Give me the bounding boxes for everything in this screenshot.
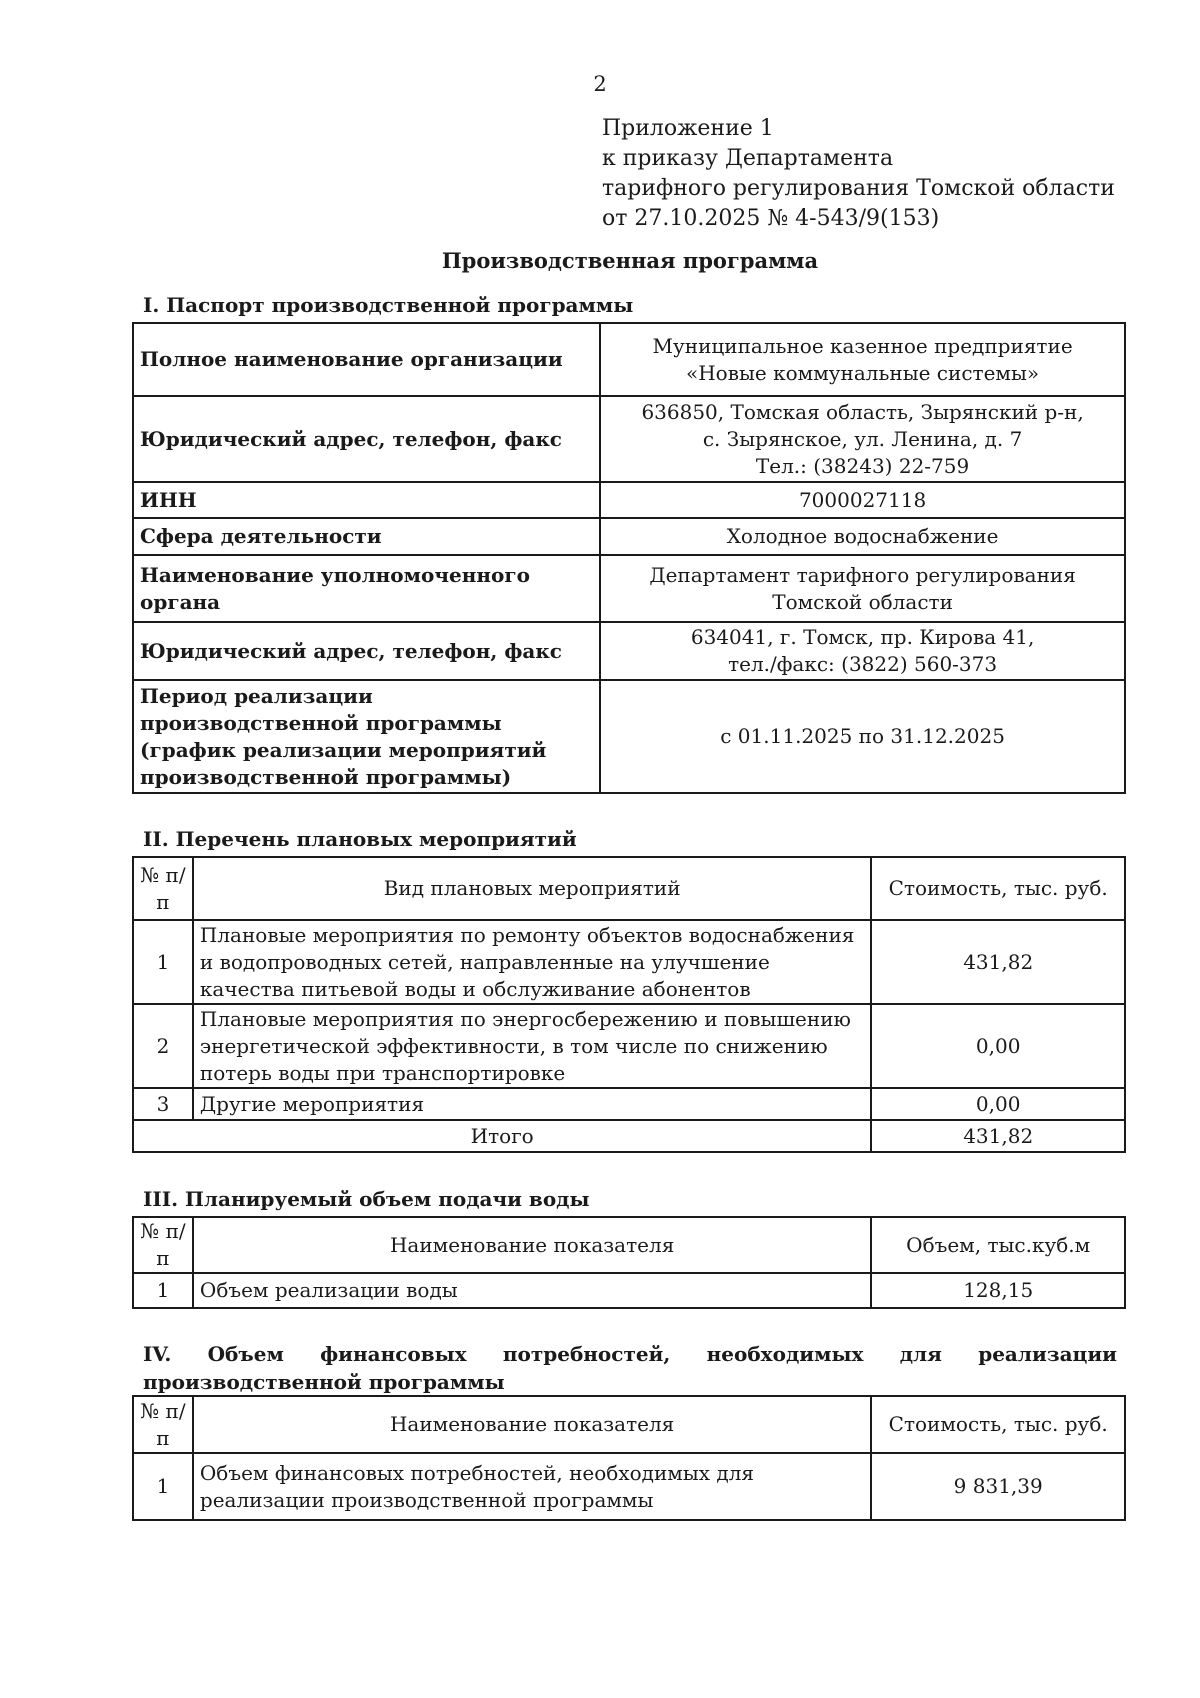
table-row xyxy=(133,920,1125,1004)
table-row xyxy=(133,1453,1125,1520)
passport-value: 7000027118 xyxy=(600,482,1125,518)
passport-row xyxy=(133,482,1125,518)
passport-label: Полное наименование организации xyxy=(133,323,600,396)
section-1-title: I. Паспорт производственной программы xyxy=(143,293,634,317)
row-cost: 0,00 xyxy=(871,1088,1125,1120)
table-row xyxy=(133,1088,1125,1120)
row-name: Плановые мероприятия по ремонту объектов водоснабжения и водопроводных сетей, направленные на улучшение качества питьевой воды и обслуживание абонентов xyxy=(193,920,871,1004)
passport-row xyxy=(133,555,1125,622)
appendix-block xyxy=(602,114,1115,234)
passport-value: Муниципальное казенное предприятие «Новые коммунальные системы» xyxy=(600,323,1125,396)
passport-row xyxy=(133,622,1125,680)
passport-row xyxy=(133,680,1125,793)
total-value: 431,82 xyxy=(871,1120,1125,1152)
passport-label: Период реализации производственной программы (график реализации мероприятий производственной программы) xyxy=(133,680,600,793)
table-header-row xyxy=(133,1396,1125,1453)
passport-label: ИНН xyxy=(133,482,600,518)
row-name: Объем финансовых потребностей, необходимых для реализации производственной программы xyxy=(193,1453,871,1520)
financial-needs-table xyxy=(132,1395,1126,1521)
row-num: 1 xyxy=(133,1273,193,1308)
passport-row xyxy=(133,396,1125,482)
section-3-title: III. Планируемый объем подачи воды xyxy=(143,1187,590,1211)
passport-row xyxy=(133,323,1125,396)
appendix-line-1: Приложение 1 xyxy=(602,116,774,141)
passport-table xyxy=(132,322,1126,794)
passport-value: 636850, Томская область, Зырянский р-н, с. Зырянское, ул. Ленина, д. 7 Тел.: (38243) 22-759 xyxy=(600,396,1125,482)
row-num: 2 xyxy=(133,1004,193,1088)
header-name: Наименование показателя xyxy=(193,1396,871,1453)
header-cost: Стоимость, тыс. руб. xyxy=(871,1396,1125,1453)
document-title: Производственная программа xyxy=(441,248,819,273)
total-label: Итого xyxy=(133,1120,871,1152)
row-num: 3 xyxy=(133,1088,193,1120)
table-row xyxy=(133,1273,1125,1308)
total-row xyxy=(133,1120,1125,1152)
table-row xyxy=(133,1004,1125,1088)
header-value: Объем, тыс.куб.м xyxy=(871,1217,1125,1273)
header-num: № п/п xyxy=(133,1396,193,1453)
row-name: Другие мероприятия xyxy=(193,1088,871,1120)
row-value: 128,15 xyxy=(871,1273,1125,1308)
row-cost: 9 831,39 xyxy=(871,1453,1125,1520)
passport-value: с 01.11.2025 по 31.12.2025 xyxy=(600,680,1125,793)
passport-label: Юридический адрес, телефон, факс xyxy=(133,396,600,482)
passport-value: Холодное водоснабжение xyxy=(600,518,1125,555)
row-num: 1 xyxy=(133,1453,193,1520)
row-cost: 431,82 xyxy=(871,920,1125,1004)
table-header-row xyxy=(133,857,1125,920)
passport-label: Наименование уполномоченного органа xyxy=(133,555,600,622)
header-cost: Стоимость, тыс. руб. xyxy=(871,857,1125,920)
header-name: Вид плановых мероприятий xyxy=(193,857,871,920)
water-supply-table xyxy=(132,1216,1126,1309)
header-num: № п/п xyxy=(133,857,193,920)
table-header-row xyxy=(133,1217,1125,1273)
passport-value: 634041, г. Томск, пр. Кирова 41, тел./факс: (3822) 560-373 xyxy=(600,622,1125,680)
appendix-line-2: к приказу Департамента xyxy=(602,146,894,171)
header-num: № п/п xyxy=(133,1217,193,1273)
planned-activities-table xyxy=(132,856,1126,1153)
row-name: Плановые мероприятия по энергосбережению и повышению энергетической эффективности, в том числе по снижению потерь воды при транспортировке xyxy=(193,1004,871,1088)
header-name: Наименование показателя xyxy=(193,1217,871,1273)
passport-label: Сфера деятельности xyxy=(133,518,600,555)
appendix-line-3: тарифного регулирования Томской области xyxy=(602,176,1115,201)
section-4-title: IV. Объем финансовых потребностей, необходимых для реализации производственной программы xyxy=(143,1342,1117,1394)
section-2-title: II. Перечень плановых мероприятий xyxy=(143,827,577,851)
appendix-line-4: от 27.10.2025 № 4-543/9(153) xyxy=(602,206,940,231)
passport-row xyxy=(133,518,1125,555)
row-num: 1 xyxy=(133,920,193,1004)
passport-label: Юридический адрес, телефон, факс xyxy=(133,622,600,680)
row-name: Объем реализации воды xyxy=(193,1273,871,1308)
row-cost: 0,00 xyxy=(871,1004,1125,1088)
passport-value: Департамент тарифного регулирования Томской области xyxy=(600,555,1125,622)
page-number: 2 xyxy=(593,72,607,96)
